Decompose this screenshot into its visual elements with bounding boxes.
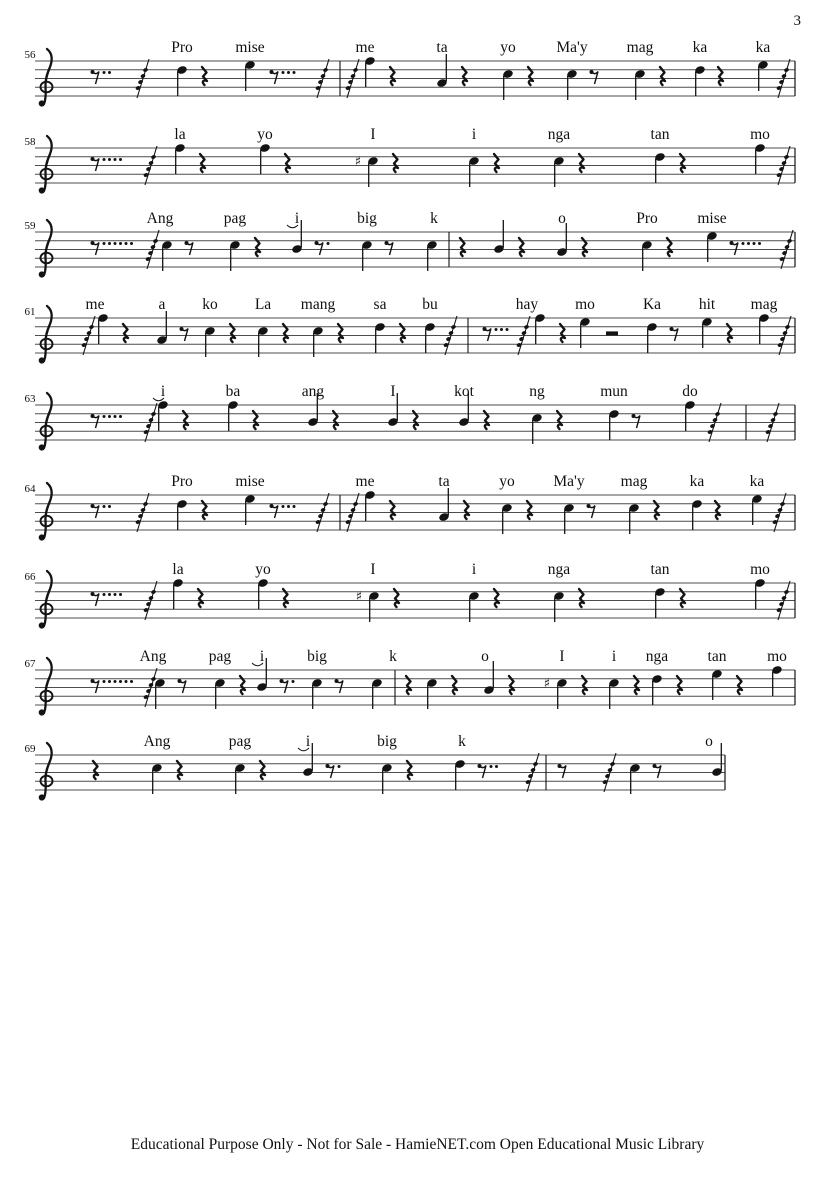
lyric: mo xyxy=(575,296,595,313)
note xyxy=(754,578,766,609)
eighth-rest xyxy=(653,764,662,778)
note xyxy=(381,763,393,794)
lyric: Ma'y xyxy=(556,39,588,56)
lyric: me xyxy=(85,296,105,313)
note xyxy=(706,231,718,262)
eighth-rest xyxy=(315,241,330,255)
note xyxy=(176,65,188,96)
lyric: I xyxy=(559,648,565,665)
treble-clef-icon xyxy=(39,393,53,451)
note xyxy=(174,143,186,174)
note xyxy=(368,591,380,622)
lyric: ka xyxy=(749,473,765,490)
lyric: o xyxy=(558,210,566,227)
lyric: I xyxy=(390,383,396,400)
note xyxy=(553,156,565,187)
treble-clef-icon xyxy=(39,136,53,194)
eighth-rest xyxy=(670,327,679,341)
lyric: ka xyxy=(755,39,771,56)
sharp-sign: ♯ xyxy=(543,676,550,692)
note xyxy=(646,322,658,353)
note xyxy=(566,69,578,100)
lyric: mise xyxy=(235,39,265,56)
note xyxy=(257,326,269,357)
lyric: tan xyxy=(650,561,670,578)
note xyxy=(161,240,173,271)
lyric: yo xyxy=(257,126,273,143)
note xyxy=(608,409,620,440)
lyric: pag xyxy=(208,648,232,665)
eighth-rest xyxy=(185,241,194,255)
eighth-rest xyxy=(632,414,641,428)
system-m61 xyxy=(25,296,796,364)
note xyxy=(694,65,706,96)
lyric: ka xyxy=(689,473,705,490)
note xyxy=(534,313,546,344)
note xyxy=(227,400,239,431)
lyric: I xyxy=(370,126,376,143)
note xyxy=(758,313,770,344)
note xyxy=(244,494,256,525)
lyric: o xyxy=(481,648,489,665)
lyric: mag xyxy=(750,296,778,313)
lyric: ta xyxy=(436,39,448,56)
eighth-rest xyxy=(91,679,134,693)
note xyxy=(628,503,640,534)
note xyxy=(629,763,641,794)
system-m67 xyxy=(25,648,796,716)
eighth-rest xyxy=(558,764,567,778)
lyric: la xyxy=(174,126,186,143)
note xyxy=(157,400,169,431)
note xyxy=(634,69,646,100)
lyric: big xyxy=(307,648,327,665)
note xyxy=(608,678,620,709)
lyric: ka xyxy=(692,39,708,56)
eighth-rest xyxy=(91,504,112,518)
lyric: mo xyxy=(767,648,787,665)
lyric: pag xyxy=(223,210,247,227)
page-number: 3 xyxy=(793,13,801,29)
lyric: Ang xyxy=(146,210,174,227)
measure-number: 56 xyxy=(24,49,36,61)
half-rest xyxy=(606,331,618,335)
system-m64 xyxy=(25,473,796,541)
lyric: mag xyxy=(626,39,654,56)
lyric: me xyxy=(355,39,375,56)
eighth-rest xyxy=(180,327,189,341)
lyric: k xyxy=(458,733,466,750)
lyric: pag xyxy=(228,733,252,750)
system-m58 xyxy=(25,126,796,194)
lyric: k xyxy=(430,210,438,227)
sharp-sign: ♯ xyxy=(354,154,361,170)
note xyxy=(468,156,480,187)
note xyxy=(483,661,495,695)
note xyxy=(654,587,666,618)
lyric: ta xyxy=(438,473,450,490)
note xyxy=(438,488,450,522)
measure-number: 61 xyxy=(24,306,36,318)
lyric: do xyxy=(682,383,698,400)
eighth-rest xyxy=(483,327,509,341)
treble-clef-icon xyxy=(39,483,53,541)
note xyxy=(701,317,713,348)
eighth-rest xyxy=(590,70,599,84)
eighth-rest xyxy=(385,241,394,255)
treble-clef-icon xyxy=(39,743,53,801)
treble-clef-icon xyxy=(39,306,53,364)
note xyxy=(234,763,246,794)
note xyxy=(502,69,514,100)
note xyxy=(312,326,324,357)
note xyxy=(361,240,373,271)
eighth-rest xyxy=(270,504,296,518)
note xyxy=(501,503,513,534)
lyric: i xyxy=(611,648,617,665)
note xyxy=(436,54,448,88)
lyric: i xyxy=(471,126,477,143)
lyric: Pro xyxy=(636,210,658,227)
note xyxy=(654,152,666,183)
lyric: ang xyxy=(301,383,325,400)
note xyxy=(367,156,379,187)
note xyxy=(374,322,386,353)
system-m69 xyxy=(25,733,726,801)
lyric: I xyxy=(370,561,376,578)
lyric: La xyxy=(254,296,272,313)
measure-number: 59 xyxy=(24,220,36,232)
lyric: nga xyxy=(547,561,571,578)
measure-number: 66 xyxy=(24,571,36,583)
measure-number: 64 xyxy=(24,483,36,495)
lyric: yo xyxy=(500,39,516,56)
note xyxy=(426,240,438,271)
lyric: i xyxy=(305,733,311,750)
note xyxy=(751,494,763,525)
note xyxy=(754,143,766,174)
note xyxy=(151,763,163,794)
note xyxy=(154,678,166,709)
lyric: mo xyxy=(750,126,770,143)
note xyxy=(364,56,376,87)
note xyxy=(426,678,438,709)
note xyxy=(97,313,109,344)
lyric: yo xyxy=(255,561,271,578)
note xyxy=(651,674,663,705)
treble-clef-icon xyxy=(39,49,53,107)
eighth-rest xyxy=(587,504,596,518)
lyric: sa xyxy=(373,296,387,313)
note xyxy=(364,490,376,521)
note xyxy=(771,665,783,696)
lyric: nga xyxy=(547,126,571,143)
lyric: mise xyxy=(697,210,727,227)
lyric: big xyxy=(377,733,397,750)
note xyxy=(531,413,543,444)
lyric: me xyxy=(355,473,375,490)
lyric: big xyxy=(357,210,377,227)
lyric: tan xyxy=(707,648,727,665)
eighth-rest xyxy=(91,592,123,606)
system-m63 xyxy=(25,383,796,451)
lyric: Pro xyxy=(171,39,193,56)
measure-number: 58 xyxy=(24,136,36,148)
lyric: Ka xyxy=(642,296,662,313)
lyric: nga xyxy=(645,648,669,665)
lyric: Ang xyxy=(143,733,171,750)
note xyxy=(757,60,769,91)
footer-text: Educational Purpose Only - Not for Sale - HamieNET.com Open Educational Music Library xyxy=(130,1136,705,1153)
lyric: hay xyxy=(515,296,539,313)
lyric: i xyxy=(259,648,265,665)
note xyxy=(641,240,653,271)
measure-number: 69 xyxy=(24,743,36,755)
system-m56 xyxy=(25,39,796,107)
lyric: hit xyxy=(698,296,716,313)
measure-number: 67 xyxy=(24,658,36,670)
eighth-rest xyxy=(326,764,341,778)
lyric: mise xyxy=(235,473,265,490)
lyric: ko xyxy=(202,296,218,313)
lyric: ng xyxy=(529,383,545,400)
treble-clef-icon xyxy=(39,658,53,716)
note xyxy=(172,578,184,609)
note xyxy=(711,743,723,777)
note xyxy=(563,503,575,534)
eighth-rest xyxy=(91,414,123,428)
sharp-sign: ♯ xyxy=(355,589,362,605)
eighth-rest xyxy=(730,241,762,255)
note xyxy=(468,591,480,622)
note xyxy=(214,678,226,709)
system-m59 xyxy=(25,210,796,278)
note xyxy=(553,591,565,622)
note xyxy=(156,311,168,345)
lyric: Pro xyxy=(171,473,193,490)
note xyxy=(424,322,436,353)
eighth-rest xyxy=(91,241,134,255)
treble-clef-icon xyxy=(39,220,53,278)
eighth-rest xyxy=(478,764,499,778)
note xyxy=(204,326,216,357)
eighth-rest xyxy=(270,70,296,84)
eighth-rest xyxy=(91,157,123,171)
note xyxy=(257,578,269,609)
lyric: i xyxy=(471,561,477,578)
note xyxy=(454,759,466,790)
lyric: i xyxy=(160,383,166,400)
lyric: o xyxy=(705,733,713,750)
treble-clef-icon xyxy=(39,571,53,629)
lyric: mo xyxy=(750,561,770,578)
note xyxy=(711,669,723,700)
eighth-rest xyxy=(280,679,295,693)
note xyxy=(556,223,568,257)
note xyxy=(579,317,591,348)
lyric: a xyxy=(158,296,166,313)
system-m66 xyxy=(25,561,796,629)
note xyxy=(556,678,568,709)
note xyxy=(684,400,696,431)
eighth-rest xyxy=(91,70,112,84)
lyric: k xyxy=(389,648,397,665)
note xyxy=(493,220,505,254)
lyric: Ang xyxy=(139,648,167,665)
measure-number: 63 xyxy=(24,393,36,405)
eighth-rest xyxy=(178,679,187,693)
note xyxy=(229,240,241,271)
note xyxy=(311,678,323,709)
note xyxy=(259,143,271,174)
eighth-rest xyxy=(335,679,344,693)
lyric: mang xyxy=(300,296,336,313)
note xyxy=(371,678,383,709)
lyric: yo xyxy=(499,473,515,490)
lyric: kot xyxy=(454,383,474,400)
lyric: bu xyxy=(422,296,438,313)
note xyxy=(691,499,703,530)
note xyxy=(176,499,188,530)
lyric: tan xyxy=(650,126,670,143)
lyric: mun xyxy=(600,383,628,400)
note xyxy=(244,60,256,91)
lyric: ba xyxy=(225,383,241,400)
lyric: Ma'y xyxy=(553,473,585,490)
lyric: i xyxy=(294,210,300,227)
lyric: mag xyxy=(620,473,648,490)
lyric: la xyxy=(172,561,184,578)
